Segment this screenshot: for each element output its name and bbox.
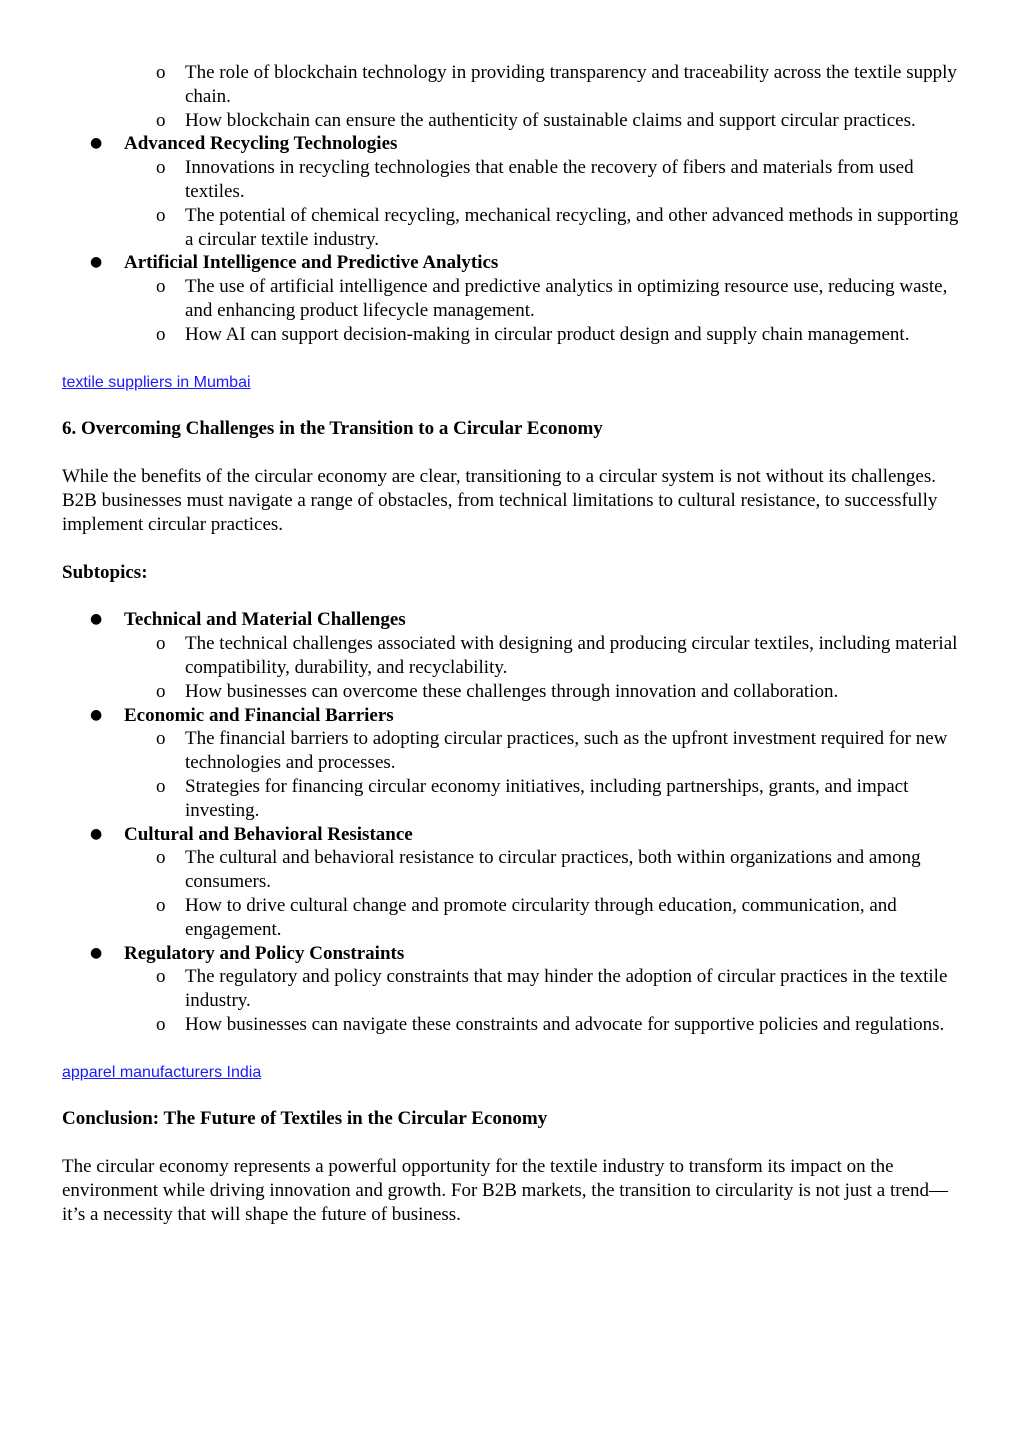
topic-sub-list <box>62 156 962 251</box>
link-apparel-manufacturers[interactable]: apparel manufacturers India <box>62 1063 262 1081</box>
topic-sub-list <box>62 965 962 1036</box>
link-textile-suppliers[interactable]: textile suppliers in Mumbai <box>62 373 251 391</box>
list-item: o The use of artificial intelligence and predictive analytics in optimizing resource use, reducing waste, and enhancing product lifecycle management. <box>62 275 962 323</box>
topic-item <box>62 823 962 942</box>
list-item: o How to drive cultural change and promote circularity through education, communication, and engagement. <box>62 894 962 942</box>
topic-title: Economic and Financial Barriers <box>124 704 394 726</box>
topic-title: Advanced Recycling Technologies <box>124 133 398 155</box>
conclusion-heading: Conclusion: The Future of Textiles in the Circular Economy <box>62 1108 548 1130</box>
intro-sub-list <box>62 61 962 132</box>
section-paragraph: While the benefits of the circular economy are clear, transitioning to a circular system is not without its challenges. B2B businesses must navigate a range of obstacles, from technical limitations to cultural resistance, to successfully implement circular practices. <box>62 466 938 535</box>
list-item: o How businesses can navigate these constraints and advocate for supportive policies and regulations. <box>62 1013 962 1037</box>
bullet-icon: ● <box>90 944 103 961</box>
topic-list-a <box>62 132 962 346</box>
list-item: o Innovations in recycling technologies that enable the recovery of fibers and materials from used textiles. <box>62 156 962 204</box>
list-item: o Strategies for financing circular economy initiatives, including partnerships, grants, and impact investing. <box>62 775 962 823</box>
topic-sub-list <box>62 275 962 346</box>
list-item: o How AI can support decision-making in circular product design and supply chain management. <box>62 323 962 347</box>
subtopics-label: Subtopics: <box>62 561 148 583</box>
bullet-icon: ● <box>90 611 103 628</box>
topic-title: Cultural and Behavioral Resistance <box>124 823 413 845</box>
bullet-icon: ● <box>90 706 103 723</box>
topic-title: Artificial Intelligence and Predictive Analytics <box>124 252 499 274</box>
bullet-icon: ● <box>90 825 103 842</box>
list-item: o How blockchain can ensure the authenticity of sustainable claims and support circular practices. <box>62 109 962 133</box>
topic-item <box>62 132 962 251</box>
topic-list-b <box>62 608 962 1036</box>
topic-item <box>62 704 962 823</box>
topic-item <box>62 942 962 1037</box>
section-heading: 6. Overcoming Challenges in the Transition to a Circular Economy <box>62 418 603 440</box>
list-item: o The potential of chemical recycling, mechanical recycling, and other advanced methods in supporting a circular textile industry. <box>62 204 962 252</box>
topic-title: Regulatory and Policy Constraints <box>124 942 405 964</box>
list-item: o The financial barriers to adopting circular practices, such as the upfront investment required for new technologies and processes. <box>62 727 962 775</box>
topic-title: Technical and Material Challenges <box>124 609 406 631</box>
conclusion-paragraph: The circular economy represents a powerful opportunity for the textile industry to transform its impact on the environment while driving innovation and growth. For B2B markets, the transition to circularity is not just a trend—it’s a necessity that will shape the future of business. <box>62 1156 948 1225</box>
list-item: o The technical challenges associated with designing and producing circular textiles, including material compatibility, durability, and recyclability. <box>62 632 962 680</box>
bullet-icon: ● <box>90 254 103 271</box>
topic-sub-list <box>62 727 962 822</box>
topic-item <box>62 251 962 346</box>
document-page <box>62 61 962 1227</box>
list-item: o The regulatory and policy constraints that may hinder the adoption of circular practices in the textile industry. <box>62 965 962 1013</box>
topic-sub-list <box>62 846 962 941</box>
topic-sub-list <box>62 632 962 703</box>
list-item: o The role of blockchain technology in providing transparency and traceability across the textile supply chain. <box>62 61 962 109</box>
list-item: o How businesses can overcome these challenges through innovation and collaboration. <box>62 680 962 704</box>
bullet-icon: ● <box>90 135 103 152</box>
list-item: o The cultural and behavioral resistance to circular practices, both within organizations and among consumers. <box>62 846 962 894</box>
topic-item <box>62 608 962 703</box>
